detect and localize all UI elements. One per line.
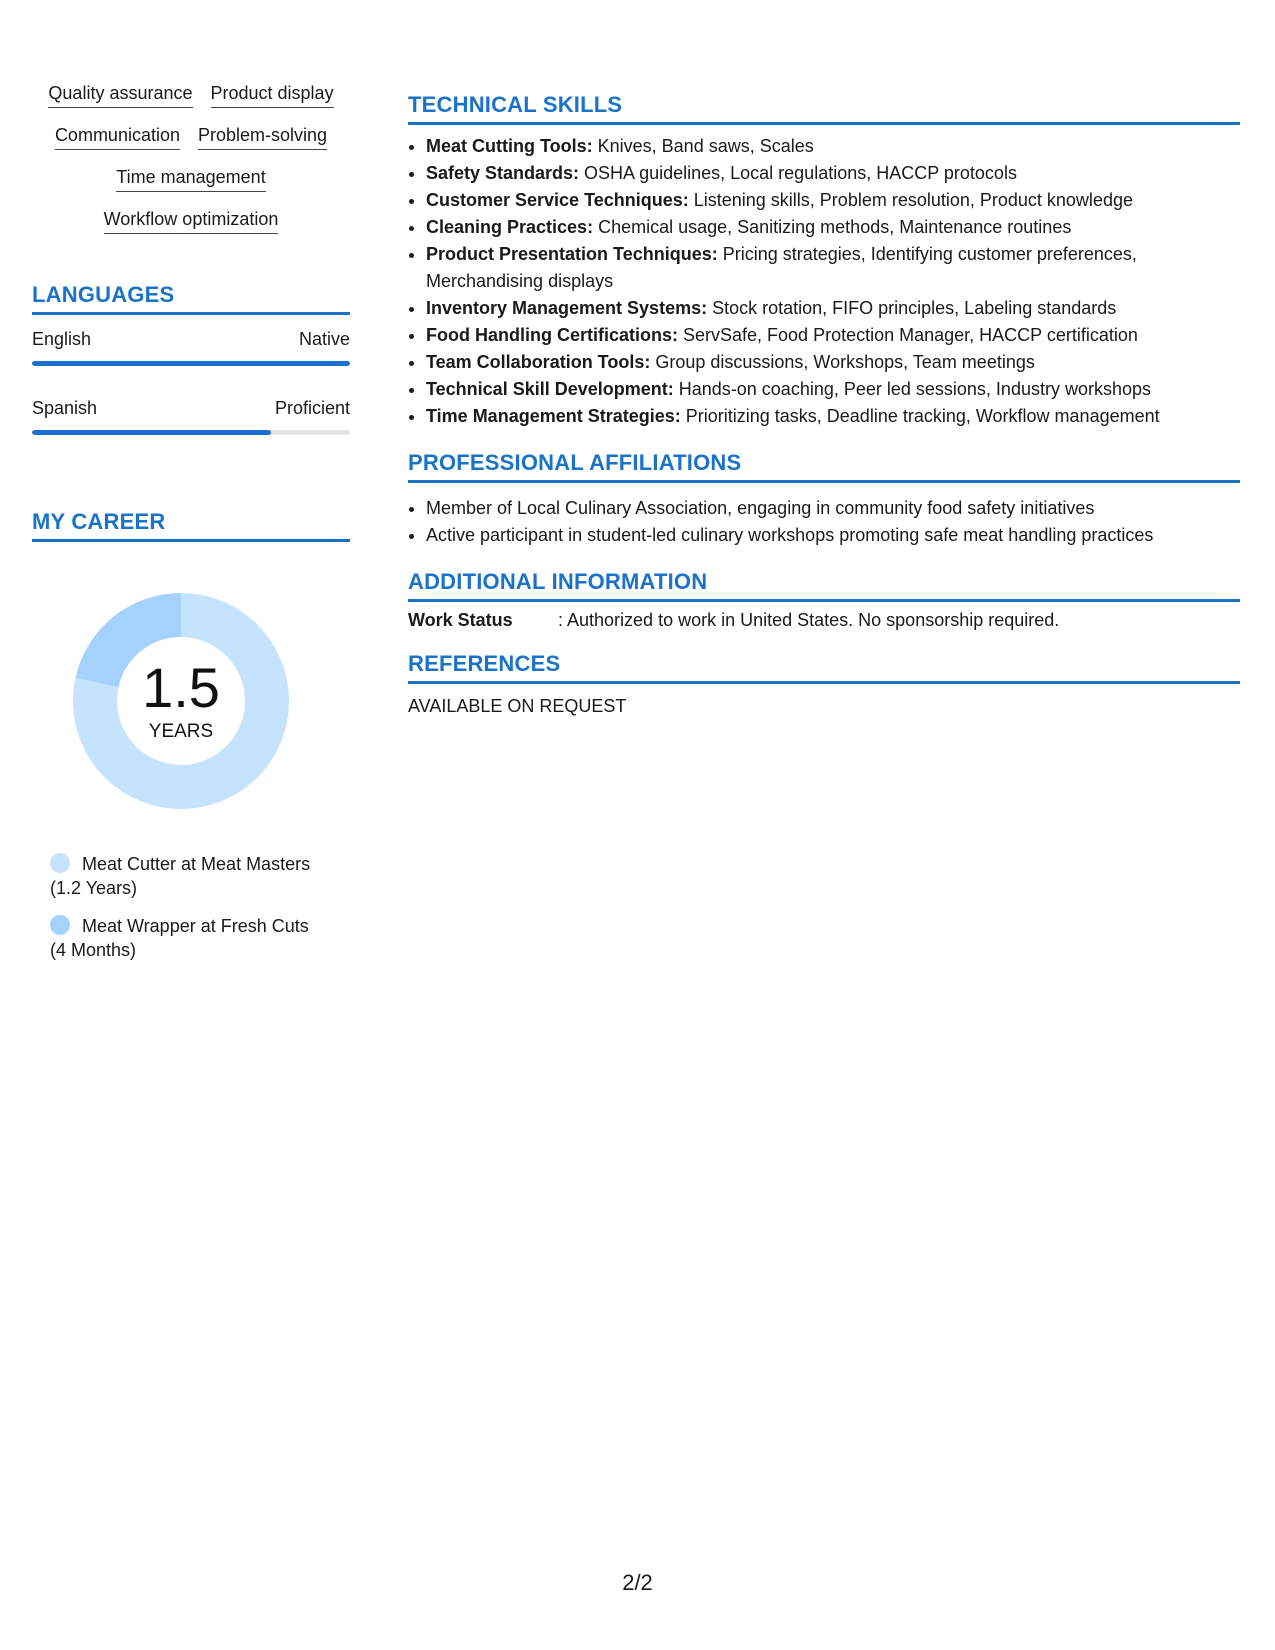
technical-skill-label: Time Management Strategies: [426,406,681,426]
work-status-label: Work Status [408,610,513,630]
technical-skills-section [408,92,1240,430]
page-number: 2/2 [622,1570,653,1595]
affiliations-title: PROFESSIONAL AFFILIATIONS [408,450,1240,483]
skill-tag: Workflow optimization [104,208,279,234]
technical-skill-text: Stock rotation, FIFO principles, Labeling standards [707,298,1117,318]
language-item [32,396,350,420]
career-legend [50,852,350,962]
technical-skill-text: Hands-on coaching, Peer led sessions, Industry workshops [673,379,1151,399]
donut-center [66,586,296,816]
technical-skill-item [426,160,1240,187]
references-text: AVAILABLE ON REQUEST [408,696,627,716]
technical-skill-text: ServSafe, Food Protection Manager, HACCP certification [678,325,1138,345]
technical-skill-label: Cleaning Practices: [426,217,594,237]
language-name: Spanish [32,398,98,418]
technical-skill-item [426,187,1240,214]
career-duration: (1.2 Years) [50,878,138,898]
legend-dot [50,853,70,873]
technical-skill-text: Knives, Band saws, Scales [592,136,814,156]
language-bar [32,430,350,435]
language-level: Proficient [274,398,350,418]
language-name: English [32,329,92,349]
technical-skill-label: Meat Cutting Tools: [426,136,593,156]
additional-info-title: ADDITIONAL INFORMATION [408,569,1240,602]
technical-skill-label: Technical Skill Development: [426,379,674,399]
technical-skill-item [426,322,1240,349]
career-unit: YEARS [148,721,214,742]
career-total: 1.5 [142,656,220,719]
language-level: Native [298,329,350,349]
career-duration: (4 Months) [50,940,137,960]
career-title: MY CAREER [32,509,350,542]
affiliation-item: • Active participant in student-led culinary workshops promoting safe meat handling practices [426,522,1240,549]
affiliations-list [408,495,1240,549]
technical-skill-text: Group discussions, Workshops, Team meetings [650,352,1035,372]
technical-skill-label: Safety Standards: [426,163,580,183]
technical-skill-item [426,376,1240,403]
technical-skill-label: Team Collaboration Tools: [426,352,651,372]
languages-title: LANGUAGES [32,282,350,315]
technical-skill-text: OSHA guidelines, Local regulations, HACCP protocols [579,163,1017,183]
skill-tag: Product display [211,82,334,108]
technical-skill-item [426,133,1240,160]
skill-tag: Communication [55,124,180,150]
technical-skill-text: Pricing strategies, Identifying customer preferences, Merchandising displays [426,244,1137,291]
technical-skill-item [426,295,1240,322]
technical-skill-label: Food Handling Certifications: [426,325,678,345]
career-role: Meat Wrapper at Fresh Cuts [82,916,309,936]
technical-skill-label: Inventory Management Systems: [426,298,708,318]
career-legend-item [50,852,350,900]
affiliation-item: • Member of Local Culinary Association, engaging in community food safety initiatives [426,495,1240,522]
technical-skills-title: TECHNICAL SKILLS [408,92,1240,125]
language-item [32,327,350,351]
career-legend-item [50,914,350,962]
left-column [32,82,350,976]
skill-tags [32,82,350,234]
work-status-row [408,610,1240,631]
technical-skill-text: Prioritizing tasks, Deadline tracking, Workflow management [680,406,1160,426]
legend-dot [50,915,70,935]
technical-skill-item [426,349,1240,376]
language-list [32,327,350,435]
technical-skill-text: Listening skills, Problem resolution, Product knowledge [688,190,1133,210]
technical-skill-item [426,403,1240,430]
language-bar-fill [32,430,271,435]
career-donut-chart [66,586,296,816]
skill-tag: Time management [116,166,265,192]
technical-skill-item [426,241,1240,295]
right-column [408,92,1240,737]
technical-skills-list [408,133,1240,430]
technical-skill-label: Product Presentation Techniques: [426,244,718,264]
skill-tag: Problem-solving [198,124,327,150]
references-title: REFERENCES [408,651,1240,684]
career-role: Meat Cutter at Meat Masters [82,854,311,874]
technical-skill-text: Chemical usage, Sanitizing methods, Maintenance routines [593,217,1072,237]
references-section [408,651,1240,717]
technical-skill-item [426,214,1240,241]
technical-skill-label: Customer Service Techniques: [426,190,689,210]
language-bar-fill [32,361,350,366]
additional-info-section [408,569,1240,631]
skill-tag: Quality assurance [48,82,192,108]
work-status-value: : Authorized to work in United States. No sponsorship required. [558,610,1060,630]
language-bar [32,361,350,366]
affiliations-section [408,450,1240,549]
